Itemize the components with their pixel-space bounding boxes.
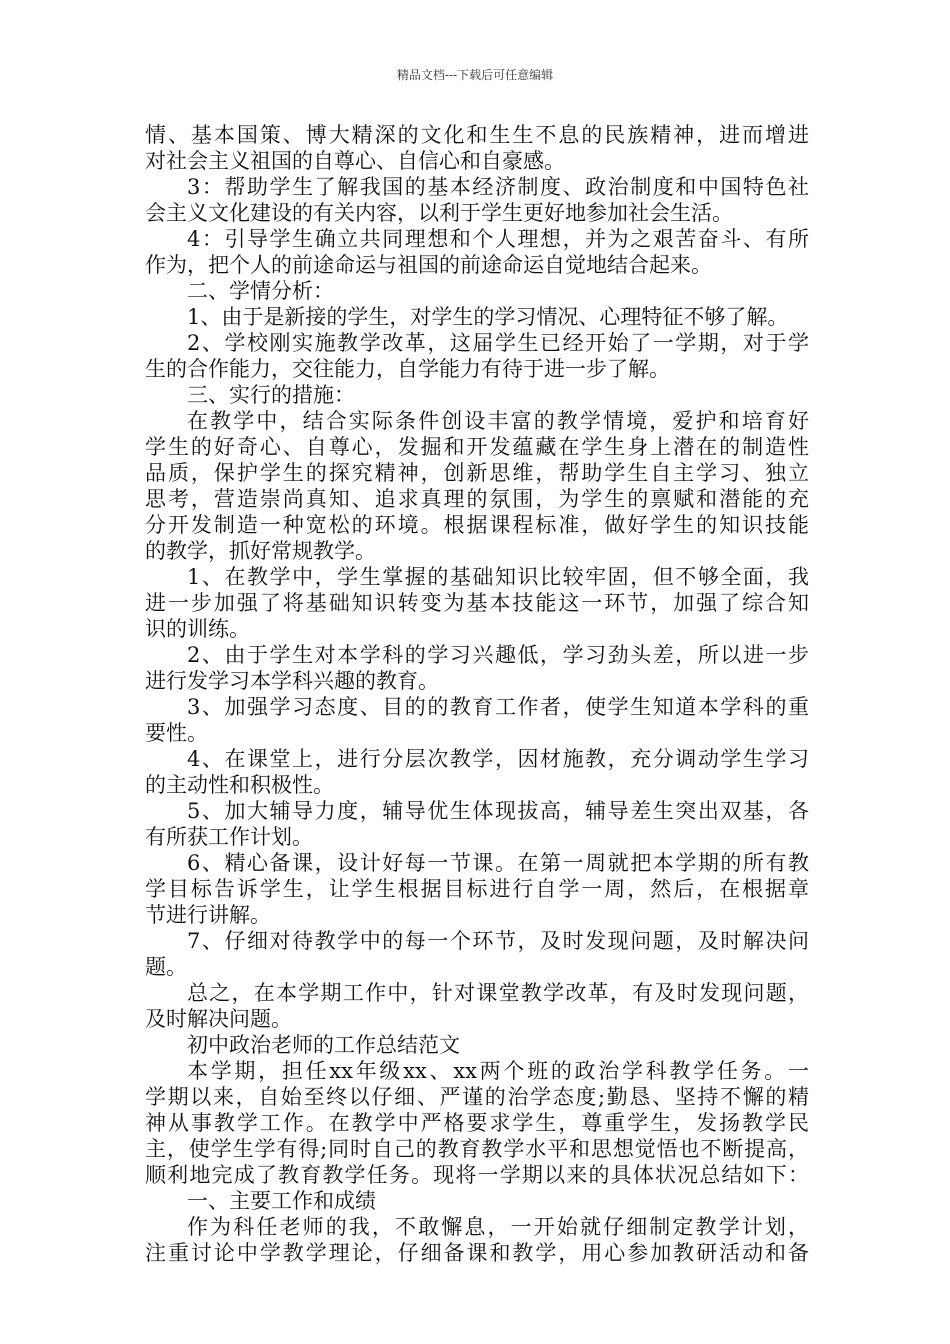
- document-body: [145, 122, 809, 1266]
- text-line: 题。: [145, 955, 187, 979]
- text-line: 及时解决问题。: [145, 1007, 292, 1031]
- text-line: 初中政治老师的工作总结范文: [187, 1033, 460, 1057]
- text-line: 进行发学习本学科兴趣的教育。: [145, 669, 439, 693]
- text-line: 7、仔细对待教学中的每一个环节，及时发现问题，及时解决问: [187, 929, 809, 953]
- text-line: 在教学中，结合实际条件创设丰富的教学情境，爱护和培育好: [187, 409, 809, 433]
- text-line: 1、在教学中，学生掌握的基础知识比较牢固，但不够全面，我: [187, 565, 809, 589]
- text-line: 主，使学生学有得;同时自己的教育教学水平和思想觉悟也不断提高，: [145, 1137, 809, 1161]
- text-line: 思考，营造崇尚真知、追求真理的氛围，为学生的禀赋和潜能的充: [145, 487, 809, 511]
- text-line: 本学期，担任xx年级xx、xx两个班的政治学科教学任务。一: [187, 1059, 809, 1083]
- text-line: 品质，保护学生的探究精神，创新思维，帮助学生自主学习、独立: [145, 461, 809, 485]
- text-line: 识的训练。: [145, 617, 250, 641]
- text-line: 2、由于学生对本学科的学习兴趣低，学习劲头差，所以进一步: [187, 643, 809, 667]
- text-line: 的教学，抓好常规教学。: [145, 539, 376, 563]
- text-line: 总之，在本学期工作中，针对课堂教学改革，有及时发现问题，: [187, 981, 809, 1005]
- text-line: 3、加强学习态度、目的的教育工作者，使学生知道本学科的重: [187, 695, 809, 719]
- text-line: 一、主要工作和成绩: [187, 1189, 376, 1213]
- page-header: 精品文档---下载后可任意编辑: [396, 68, 554, 82]
- text-line: 5、加大辅导力度，辅导优生体现拔高，辅导差生突出双基，各: [187, 799, 809, 823]
- text-line: 4：引导学生确立共同理想和个人理想，并为之艰苦奋斗、有所: [187, 227, 809, 251]
- text-line: 2、学校刚实施教学改革，这届学生已经开始了一学期，对于学: [187, 331, 809, 355]
- text-line: 1、由于是新接的学生，对学生的学习情况、心理特征不够了解。: [187, 305, 789, 329]
- text-line: 学期以来，自始至终以仔细、严谨的治学态度;勤恳、坚持不懈的精: [145, 1085, 809, 1109]
- text-line: 学生的好奇心、自尊心，发掘和开发蕴藏在学生身上潜在的制造性: [145, 435, 809, 459]
- text-line: 神从事教学工作。在教学中严格要求学生，尊重学生，发扬教学民: [145, 1111, 809, 1135]
- text-line: 6、精心备课，设计好每一节课。在第一周就把本学期的所有教: [187, 851, 809, 875]
- text-line: 生的合作能力，交往能力，自学能力有待于进一步了解。: [145, 357, 670, 381]
- text-line: 学目标告诉学生，让学生根据目标进行自学一周，然后，在根据章: [145, 877, 809, 901]
- text-line: 对社会主义祖国的自尊心、自信心和自豪感。: [145, 149, 565, 173]
- text-line: 注重讨论中学教学理论，仔细备课和教学，用心参加教研活动和备: [145, 1241, 809, 1265]
- text-line: 的主动性和积极性。: [145, 773, 334, 797]
- text-line: 作为，把个人的前途命运与祖国的前途命运自觉地结合起来。: [145, 253, 712, 277]
- text-line: 会主义文化建设的有关内容，以利于学生更好地参加社会生活。: [145, 201, 733, 225]
- text-line: 3：帮助学生了解我国的基本经济制度、政治制度和中国特色社: [187, 175, 809, 199]
- text-line: 要性。: [145, 721, 208, 745]
- text-line: 情、基本国策、博大精深的文化和生生不息的民族精神，进而增进: [145, 123, 809, 147]
- text-line: 二、学情分析：: [187, 279, 334, 303]
- text-line: 作为科任老师的我，不敢懈息，一开始就仔细制定教学计划，: [187, 1215, 809, 1239]
- text-line: 分开发制造一种宽松的环境。根据课程标准，做好学生的知识技能: [145, 513, 809, 537]
- text-line: 进一步加强了将基础知识转变为基本技能这一环节，加强了综合知: [145, 591, 809, 615]
- text-line: 4、在课堂上，进行分层次教学，因材施教，充分调动学生学习: [187, 747, 809, 771]
- text-line: 三、实行的措施：: [187, 383, 355, 407]
- text-line: 顺利地完成了教育教学任务。现将一学期以来的具体状况总结如下：: [145, 1163, 809, 1187]
- text-line: 有所获工作计划。: [145, 825, 313, 849]
- text-line: 节进行讲解。: [145, 903, 271, 927]
